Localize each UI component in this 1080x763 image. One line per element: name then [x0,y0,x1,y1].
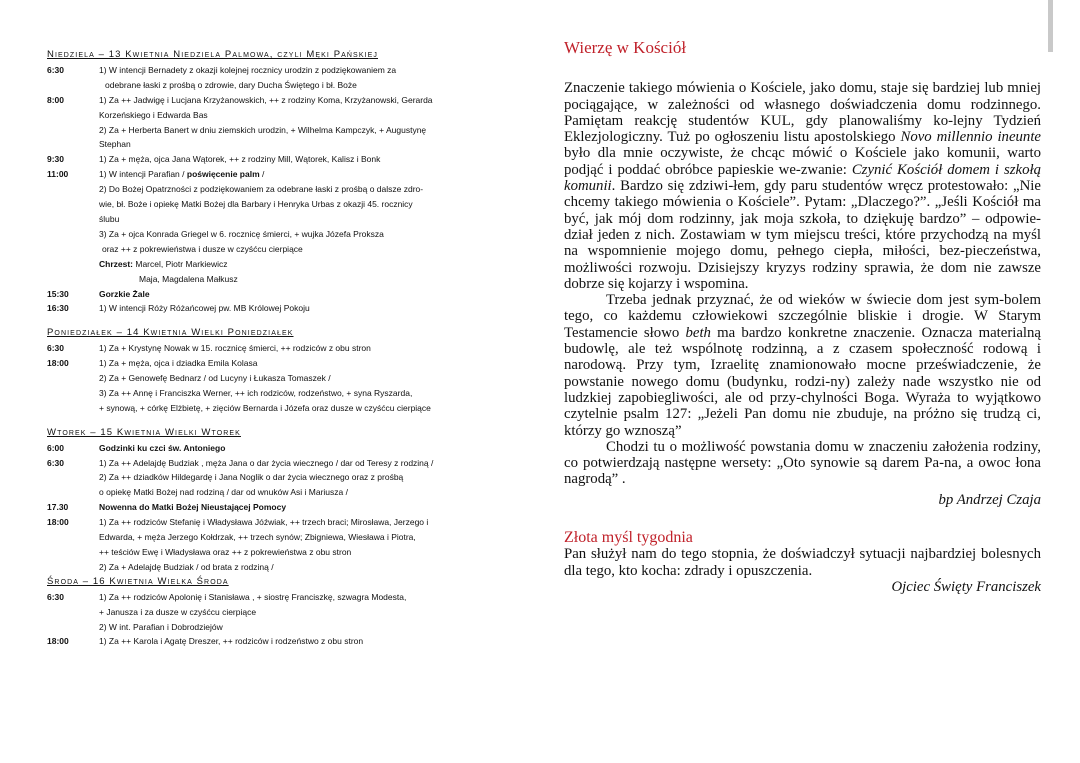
entry-line: 1) Za ++ Adelajdę Budziak , męża Jana o dar życia wiecznego / dar od Teresy z rodziną / [99,457,434,468]
entry-line: 3) Za ++ Annę i Franciszka Werner, ++ ich rodziców, rodzeństwo, + syna Ryszarda, [99,387,413,398]
article-text: było dla mnie oczywiste, że chcąc mówić o Kościele jako komunii, warto podjąć i poddać obróbce papieskie we-zwanie: [564,145,1041,178]
entry-time: 6:30 [47,64,65,75]
schedule-entry [47,456,517,501]
baptism-names: Marcel, Piotr Markiewicz [133,258,228,269]
entry-line: Nowenna do Matki Bożej Nieustającej Pomocy [99,502,287,513]
entry-line: 2) Za + Adelajdę Budziak / od brata z rodziną / [99,561,274,572]
schedule-entry [47,341,517,356]
article-italic: beth [685,324,711,341]
entry-line: ślubu [99,213,120,224]
entry-line: 1) Za ++ Karola i Agatę Dreszer, ++ rodziców i rodzeństwo z obu stron [99,636,364,647]
day-heading-tuesday: Wtorek – 15 Kwietnia Wielki Wtorek [47,426,241,438]
schedule-entry [47,287,517,302]
entry-time: 18:00 [47,636,69,647]
entry-line: Edwarda, + męża Jerzego Kołdrzak, ++ trzech synów; Zbigniewa, Wiesława i Piotra, [99,532,416,543]
article-text: Znaczenie takiego mówienia o Kościele, jako domu, staje się bardziej lub mniej pociągające, w zależności od własnego doświadczenia domu rodzinnego. Pamiętam reakcję studentów KUL, gdy planowaliśmy ko-lejny Tydzień Eklezjologiczny. Tuż po ogłoszeniu listu apostolskiego [564,80,1041,146]
scrollbar[interactable] [1048,0,1053,52]
article-text: ma bardzo konkretne znaczenie. Oznacza materialną budowlę, ale też wspólnotę rodzinną, a z czasem społeczność rodową i narodową. Przy tym, Izraelitę znamionowało mocne przeświadczenie, że powstanie nowego domu (budynku, rodzi-ny) zależy nade wszystko nie od ludzkiej zapobiegliwości, ale od przy-chylności Boga. Wyraża to wyjątkowo czytelnie psalm 127: „Jeżeli Pan domu nie zbuduje, na próżno się trudzą ci, którzy go wznoszą” [564,324,1042,439]
article-italic: Czynić Kościół domem i szkołą komunii [564,161,1042,195]
entry-line: wie, bł. Boże i opiekę Matki Bożej dla Barbary i Henryka Urbas z okazji 45. rocznicy [99,199,413,210]
article-text: . Bardzo się zdziwi-łem, gdy paru studentów wręcz protestowało: „Nie chcemy takiego mówienia o Kościele”. Pytam: „Dlaczego?”. „Jeśli Kościół ma być, jak mój dom rodzinny, jak moja szkoła, to dziękuję bardzo” – odpowie-dział jeden z nich. Zostawiam w tym miejscu treści, które przychodzą na myśl na wspomnienie mojego domu, pełnego ciepła, miłości, bez-pieczeństwa, możliwości rozwoju. Dzisiejszy kryzys rodziny sprawia, że dom nie zawsze dobrze się kojarzy i wspomina. [564,178,1041,292]
article-author: bp Andrzej Czaja [938,491,1041,508]
palm-blessing: poświęcenie palm [186,169,260,180]
day-heading-sunday: Niedziela – 13 Kwietnia Niedziela Palmowa, czyli Męki Pańskiej [47,49,379,60]
entry-line: 1) Za + Krystynę Nowak w 15. rocznicę śmierci, ++ rodziców z obu stron [99,343,371,354]
article-italic: Novo millennio ineunte [900,129,1041,146]
entry-line: 1) Za ++ Jadwigę i Lucjana Krzyżanowskich, ++ z rodziny Koma, Krzyżanowski, Gerarda [99,94,433,105]
entry-line: Stephan [99,139,131,150]
day-heading-wednesday: Środa – 16 Kwietnia Wielka Środa [47,575,229,587]
article-title: Wierzę w Kościół [564,38,687,57]
entry-line: ++ teściów Ewę i Władysława oraz ++ z pokrewieństwa z obu stron [99,547,352,557]
entry-time: 15:30 [47,288,69,299]
article-paragraph: Chodzi tu o możliwość powstania domu w znaczeniu założenia rodziny, co potwierdzają następne wersety: „Oto synowie są darem Pa-na, a owoc łona nagrodą” . [564,438,1041,488]
entry-time: 6:00 [47,442,65,453]
entry-line: Godzinki ku czci św. Antoniego [99,442,226,453]
entry-line: Korzeńskiego i Edwarda Bas [99,109,208,120]
article-paragraph [564,80,1041,292]
entry-line: 1) Za ++ rodziców Apolonię i Stanisława , + siostrę Franciszkę, szwagra Modesta, [99,591,407,602]
article-column [564,40,1041,595]
entry-line: 1) Za ++ rodziców Stefanię i Władysława Jóźwiak, ++ trzech braci; Mirosława, Jerzego i [99,517,429,528]
entry-line: odebrane łaski z prośbą o zdrowie, dary Ducha Świętego i bł. Boże [105,79,357,90]
entry-text: 1) W intencji Parafian / [99,169,187,180]
mass-schedule [47,48,517,649]
entry-line [99,167,517,182]
entry-line: + Janusza i za dusze w czyśćcu cierpiące [99,606,257,617]
entry-line [99,257,517,272]
entry-time: 18:00 [47,517,69,528]
entry-time: 17.30 [47,502,69,513]
schedule-entry [47,634,517,649]
entry-line: 2) Za + Herberta Banert w dniu ziemskich urodzin, + Wilhelma Kampczyk, + Augustynę [99,124,427,135]
entry-line: 2) Za ++ dziadków Hildegardę i Jana Noglik o dar życia wiecznego oraz z prośbą [99,472,404,483]
schedule-entry [47,167,517,286]
schedule-entry [47,441,517,456]
thought-author: Ojciec Święty Franciszek [891,578,1041,595]
entry-line: Maja, Magdalena Małkusz [139,273,238,284]
entry-line: 1) Za + męża, ojca Jana Wątorek, ++ z rodziny Mill, Wątorek, Kalisz i Bonk [99,154,381,165]
entry-time: 11:00 [47,169,69,180]
entry-line: oraz ++ z pokrewieństwa i dusze w czyśćcu cierpiące [102,243,303,254]
schedule-entry [47,356,517,416]
entry-time: 9:30 [47,154,65,165]
entry-line: 2) W int. Parafian i Dobrodziejów [99,621,223,632]
entry-line: 2) Za + Genowefę Bednarz / od Lucyny i Łukasza Tomaszek / [99,373,331,384]
schedule-entry [47,500,517,515]
entry-time: 6:30 [47,343,65,354]
entry-time: 8:00 [47,94,65,105]
schedule-entry [47,301,517,316]
baptism-label: Chrzest: [99,258,134,269]
entry-time: 16:30 [47,303,69,314]
article-text: Trzeba jednak przyznać, że od wieków w świecie dom jest sym-bolem tego, co każdemu człowiekowi szczególnie bliskie i drogie. W Starym Testamencie słowo [564,292,1041,341]
entry-line: 1) W intencji Bernadety z okazji kolejnej rocznicy urodzin z podziękowaniem za [99,64,397,75]
schedule-entry [47,152,517,167]
entry-text: / [259,169,265,180]
entry-line: 3) Za + ojca Konrada Griegel w 6. rocznicę śmierci, + wujka Józefa Proksza [99,228,384,239]
entry-line: 1) W intencji Róży Różańcowej pw. MB Królowej Pokoju [99,303,310,314]
entry-time: 6:30 [47,457,65,468]
entry-line: 2) Do Bożej Opatrzności z podziękowaniem za odebrane łaski z prośbą o dalsze zdro- [99,184,424,195]
schedule-entry [47,515,517,575]
article-paragraph [564,292,1041,439]
entry-line: Gorzkie Żale [99,288,150,299]
entry-line: + synową, + córkę Elżbietę, + zięciów Bernarda i Józefa oraz dusze w czyśćcu cierpiące [99,402,431,413]
entry-line: o opiekę Matki Bożej nad rodziną / dar od wnuków Asi i Mariusza / [99,487,348,498]
entry-line: 1) Za + męża, ojca i dziadka Emila Kolasa [99,358,258,369]
schedule-entry [47,63,517,93]
schedule-entry [47,590,517,635]
entry-time: 18:00 [47,358,69,369]
entry-time: 6:30 [47,591,65,602]
thought-title: Złota myśl tygodnia [564,529,693,547]
schedule-entry [47,93,517,153]
day-heading-monday: Poniedziałek – 14 Kwietnia Wielki Poniedziałek [47,327,294,339]
thought-text: Pan służył nam do tego stopnia, że doświadczył sytuacji najbardziej bolesnych dla tego, kto kocha: zdrady i opuszczenia. [564,546,1041,579]
